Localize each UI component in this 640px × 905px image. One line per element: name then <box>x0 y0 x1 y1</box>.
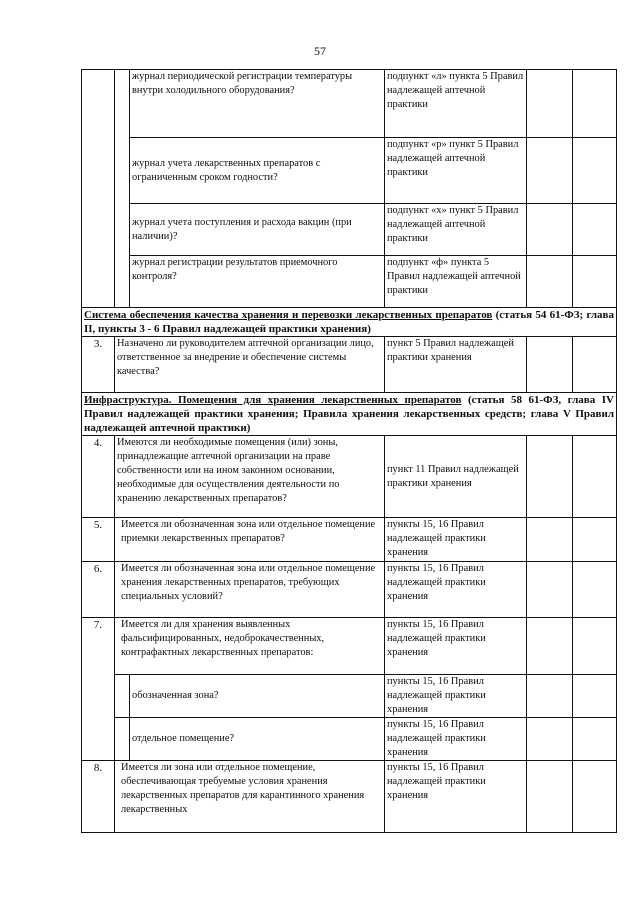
answer-no-cell[interactable] <box>573 70 617 138</box>
answer-yes-cell[interactable] <box>527 718 573 761</box>
answer-yes-cell[interactable] <box>527 518 573 562</box>
answer-no-cell[interactable] <box>573 618 617 675</box>
question-cell: Имеется ли зона или отдельное помещение, обеспечивающая требуемые условия хранения лекарственных препаратов для карантинного хранения лекарственных <box>115 761 385 833</box>
question-cell: обозначенная зона? <box>130 675 385 718</box>
indent-cell <box>115 70 130 308</box>
row-number: 3. <box>82 337 115 393</box>
answer-no-cell[interactable] <box>573 337 617 393</box>
answer-yes-cell[interactable] <box>527 675 573 718</box>
reference-cell: подпункт «ф» пункта 5 Правил надлежащей аптечной практики <box>385 256 527 308</box>
reference-cell: пункты 15, 16 Правил надлежащей практики хранения <box>385 562 527 618</box>
reference-cell: пункт 11 Правил надлежащей практики хранения <box>385 436 527 518</box>
table-row <box>82 436 617 518</box>
section-title: Система обеспечения качества хранения и перевозки лекарственных препаратов <box>84 309 493 321</box>
answer-no-cell[interactable] <box>573 718 617 761</box>
question-cell: Имеется ли обозначенная зона или отдельное помещение хранения лекарственных препаратов, требующих специальных условий? <box>115 562 385 618</box>
reference-cell: пункты 15, 16 Правил надлежащей практики хранения <box>385 761 527 833</box>
answer-no-cell[interactable] <box>573 761 617 833</box>
reference-cell: подпункт «л» пункта 5 Правил надлежащей аптечной практики <box>385 70 527 138</box>
answer-yes-cell[interactable] <box>527 204 573 256</box>
section-title: Инфраструктура. Помещения для хранения лекарственных препаратов <box>84 394 462 406</box>
row-number: 6. <box>82 562 115 618</box>
reference-cell: пункты 15, 16 Правил надлежащей практики хранения <box>385 618 527 675</box>
row-number: 4. <box>82 436 115 518</box>
answer-no-cell[interactable] <box>573 675 617 718</box>
answer-no-cell[interactable] <box>573 562 617 618</box>
table-row <box>82 761 617 833</box>
table-row <box>82 518 617 562</box>
page-number: 57 <box>314 44 326 58</box>
table-row <box>82 70 617 138</box>
section-header-infrastructure <box>82 393 617 436</box>
reference-cell: подпункт «х» пункт 5 Правил надлежащей аптечной практики <box>385 204 527 256</box>
answer-no-cell[interactable] <box>573 436 617 518</box>
answer-yes-cell[interactable] <box>527 436 573 518</box>
reference-cell: пункты 15, 16 Правил надлежащей практики хранения <box>385 675 527 718</box>
table-row <box>82 337 617 393</box>
reference-cell: подпункт «р» пункт 5 Правил надлежащей аптечной практики <box>385 138 527 204</box>
table-row <box>82 562 617 618</box>
table-row <box>82 618 617 675</box>
question-cell: журнал учета поступления и расхода вакцин (при наличии)? <box>130 204 385 256</box>
answer-yes-cell[interactable] <box>527 618 573 675</box>
answer-no-cell[interactable] <box>573 138 617 204</box>
answer-no-cell[interactable] <box>573 518 617 562</box>
indent-cell <box>115 675 130 718</box>
reference-cell: пункт 5 Правил надлежащей практики хранения <box>385 337 527 393</box>
indent-cell <box>115 718 130 761</box>
number-cell-empty <box>82 70 115 308</box>
reference-cell: пункты 15, 16 Правил надлежащей практики хранения <box>385 718 527 761</box>
section-header-row <box>82 308 617 337</box>
section-legal-basis: (статья 54 61-ФЗ; глава II, пункты 3 - 6 Правил надлежащей практики хранения) <box>84 309 614 335</box>
table-row <box>82 256 617 308</box>
question-cell: журнал периодической регистрации температуры внутри холодильного оборудования? <box>130 70 385 138</box>
table-row <box>82 204 617 256</box>
question-cell: Имеется ли для хранения выявленных фальсифицированных, недоброкачественных, контрафактных лекарственных препаратов: <box>115 618 385 675</box>
question-cell: журнал регистрации результатов приемочного контроля? <box>130 256 385 308</box>
question-cell: Имеются ли необходимые помещения (или) зоны, принадлежащие аптечной организации на праве собственности или на ином законном основании, необходимые для осуществления деятельности по хранению лекарственных препаратов? <box>115 436 385 518</box>
section-header-row <box>82 393 617 436</box>
row-number: 8. <box>82 761 115 833</box>
answer-yes-cell[interactable] <box>527 337 573 393</box>
answer-no-cell[interactable] <box>573 256 617 308</box>
answer-yes-cell[interactable] <box>527 761 573 833</box>
row-number: 5. <box>82 518 115 562</box>
reference-cell: пункты 15, 16 Правил надлежащей практики хранения <box>385 518 527 562</box>
answer-yes-cell[interactable] <box>527 562 573 618</box>
answer-no-cell[interactable] <box>573 204 617 256</box>
table-row <box>82 138 617 204</box>
answer-yes-cell[interactable] <box>527 138 573 204</box>
answer-yes-cell[interactable] <box>527 256 573 308</box>
question-cell: журнал учета лекарственных препаратов с ограниченным сроком годности? <box>130 138 385 204</box>
question-cell: Назначено ли руководителем аптечной организации лицо, ответственное за внедрение и обеспечение системы качества? <box>115 337 385 393</box>
section-legal-basis: (статья 58 61-ФЗ, глава IV Правил надлежащей практики хранения; Правила хранения лекарственных средств; глава V Правил надлежащей аптечной практики) <box>84 394 614 434</box>
table-row <box>82 718 617 761</box>
answer-yes-cell[interactable] <box>527 70 573 138</box>
inspection-checklist-table <box>81 69 617 833</box>
row-number: 7. <box>82 618 115 761</box>
question-cell: Имеется ли обозначенная зона или отдельное помещение приемки лекарственных препаратов? <box>115 518 385 562</box>
table-row <box>82 675 617 718</box>
question-cell: отдельное помещение? <box>130 718 385 761</box>
section-header-quality-system <box>82 308 617 337</box>
